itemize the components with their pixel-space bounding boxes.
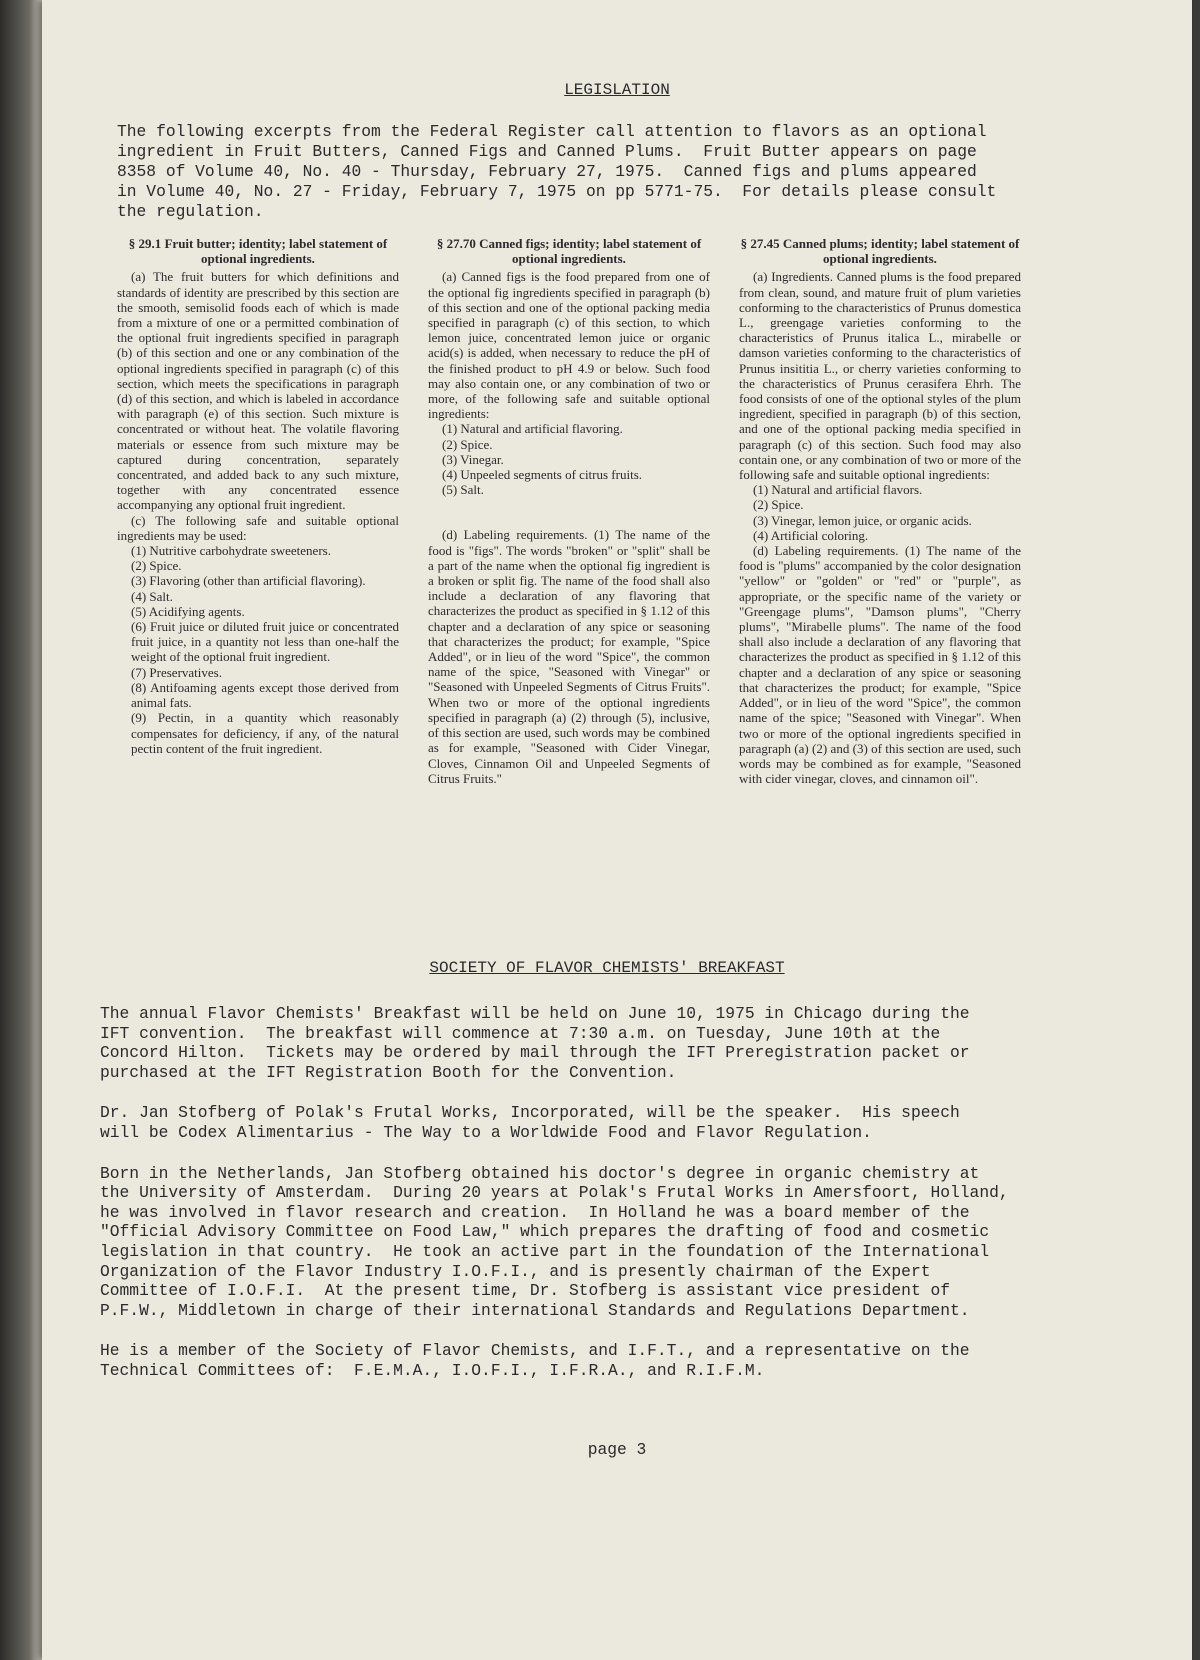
list-item: (6) Fruit juice or diluted fruit juice or concentrated fruit juice, in a quantity not less than one-half the weight of the optional fruit ingredient.	[131, 619, 399, 665]
text-line: He is a member of the Society of Flavor Chemists, and I.F.T., and a representative on the	[100, 1341, 970, 1361]
paragraph: (a) The fruit butters for which definitions and standards of identity are prescribed by this section are the smooth, semisolid foods each of which is made from a mixture of one or a permitted combination of the optional fruit ingredients specified in paragraph (b) of this section and one or any combination of the optional ingredients specified in paragraph (c) of this section, which meets the specifications in paragraph (d) of this section, and which is labeled in accordance with paragraph (e) of this section. Such mixture is concentrated or without heat. The volatile flavoring materials or essence from such mixture may be captured during concentration, separately concentrated, and added back to any such mixture, together with any concentrated essence accompanying any optional fruit ingredient.	[117, 269, 399, 513]
text-line: P.F.W., Middletown in charge of their international Standards and Regulations Department.	[100, 1300, 970, 1320]
list-item: (1) Natural and artificial flavors.	[753, 482, 923, 498]
paragraph: (d) Labeling requirements. (1) The name of the food is "figs". The words "broken" or "split" shall be a part of the name when the optional fig ingredient is a broken or split fig. The name of the food shall also include a declaration of any flavoring that characterizes the product as specified in § 1.12 of this chapter and a declaration of any spice or seasoning that characterizes the product; for example, "Spice Added", or in lieu of the word "Spice", the common name of the spice, "Seasoned with Vinegar" or "Seasoned with Unpeeled Segments of Citrus Fruits". When two or more of the optional ingredients specified in paragraph (a) (2) through (5), inclusive, of this section are used, such words may be combined as for example, "Seasoned with Cider Vinegar, Cloves, Cinnamon Oil and Unpeeled Segments of Citrus Fruits."	[428, 527, 710, 786]
text-line: "Official Advisory Committee on Food Law," which prepares the drafting of food and cosmetic	[100, 1222, 990, 1242]
list-item: (1) Nutritive carbohydrate sweeteners.	[131, 543, 331, 559]
paragraph: (c) The following safe and suitable optional ingredients may be used:	[117, 512, 399, 543]
list-item: (9) Pectin, in a quantity which reasonably compensates for deficiency, if any, of the natural pectin content of the fruit ingredient.	[131, 710, 399, 756]
list-item: (2) Spice.	[442, 436, 493, 452]
breakfast-paragraph	[100, 1164, 1009, 1321]
text-line: purchased at the IFT Registration Booth for the Convention.	[100, 1062, 677, 1082]
list-item: (1) Natural and artificial flavoring.	[442, 421, 623, 437]
breakfast-heading: SOCIETY OF FLAVOR CHEMISTS' BREAKFAST	[429, 959, 785, 977]
list-item: (5) Acidifying agents.	[131, 603, 245, 619]
text-line: he was involved in flavor research and creation. In Holland he was a board member of the	[100, 1202, 970, 1222]
text-line: IFT convention. The breakfast will commence at 7:30 a.m. on Tuesday, June 10th at the	[100, 1023, 941, 1043]
paragraph: (d) Labeling requirements. (1) The name of the food is "plums" accompanied by the color designation "yellow" or "golden" or "red" or "purple", as appropriate, or the specific name of the variety or "Greengage plums", "Damson plums", "Cherry plums", "Mirabelle plums". The name of the food shall also include a declaration of any flavoring that characterizes the product as specified in § 1.12 of this chapter and a declaration of any spice or seasoning that characterizes the product; for example, "Spice Added", or in lieu of the word "Spice", the common name of the spice; "Seasoned with Vinegar". When two or more of the optional ingredients specified in paragraph (a) (2) and (3) of this section are used, such words may be combined as for example, "Seasoned with cider vinegar, cloves, and cinnamon oil".	[739, 543, 1021, 787]
breakfast-body	[100, 1004, 1009, 1381]
list-item: (3) Flavoring (other than artificial flavoring).	[131, 573, 366, 589]
list-item: (5) Salt.	[442, 482, 484, 498]
text-line: Dr. Jan Stofberg of Polak's Frutal Works, Incorporated, will be the speaker. His speech	[100, 1103, 960, 1123]
breakfast-paragraph	[100, 1341, 1009, 1380]
document-page	[42, 0, 1192, 1660]
text-line: legislation in that country. He took an active part in the foundation of the International	[100, 1241, 990, 1261]
intro-line: in Volume 40, No. 27 - Friday, February 7, 1975 on pp 5771-75. For details please consult	[117, 182, 997, 201]
legislation-intro	[117, 122, 996, 222]
paragraph: (a) Ingredients. Canned plums is the food prepared from clean, sound, and mature fruit of plum varieties conforming to the characteristics of Prunus domestica L., greengage varieties conforming to the characteristics of Prunus italica L., mirabelle or damson varieties conforming to the characteristics of Prunus insititia L., or cherry varieties conforming to the characteristics of Prunus cerasifera Ehrh. The food consists of one of the optional styles of the plum ingredient, specified in paragraph (b) of this section, and one of the optional packing media specified in paragraph (c) of this section. Such food may also contain one, or any combination of two or more of the following safe and suitable optional ingredients:	[739, 269, 1021, 483]
text-line: Organization of the Flavor Industry I.O.F.I., and is presently chairman of the Expert	[100, 1261, 931, 1281]
column-fruit-butter	[117, 236, 399, 756]
section-title: § 27.70 Canned figs; identity; label statement of optional ingredients.	[436, 236, 702, 267]
list-item: (4) Salt.	[131, 588, 173, 604]
column-canned-plums	[739, 236, 1021, 786]
list-item: (4) Artificial coloring.	[753, 527, 869, 543]
text-line: will be Codex Alimentarius - The Way to a Worldwide Food and Flavor Regulation.	[100, 1122, 872, 1142]
breakfast-paragraph	[100, 1103, 1009, 1142]
legislation-heading: LEGISLATION	[564, 81, 670, 99]
column-canned-figs	[428, 236, 710, 786]
text-line: Concord Hilton. Tickets may be ordered by mail through the IFT Preregistration packet or	[100, 1043, 970, 1063]
intro-line: 8358 of Volume 40, No. 40 - Thursday, February 27, 1975. Canned figs and plums appeared	[117, 162, 977, 181]
intro-line: The following excerpts from the Federal Register call attention to flavors as an optional	[117, 122, 987, 141]
text-line: Committee of I.O.F.I. At the present time, Dr. Stofberg is assistant vice president of	[100, 1281, 951, 1301]
list-item: (7) Preservatives.	[131, 664, 222, 680]
list-item: (2) Spice.	[131, 558, 182, 574]
section-title: § 27.45 Canned plums; identity; label statement of optional ingredients.	[740, 236, 1020, 267]
list-item: (8) Antifoaming agents except those derived from animal fats.	[131, 679, 399, 711]
section-title: § 29.1 Fruit butter; identity; label statement of optional ingredients.	[128, 236, 388, 267]
breakfast-paragraph	[100, 1004, 1009, 1082]
binding-edge	[0, 0, 42, 1660]
list-item: (4) Unpeeled segments of citrus fruits.	[442, 467, 643, 483]
paragraph: (a) Canned figs is the food prepared from one of the optional fig ingredients specified in paragraph (b) of this section and one of the optional packing media specified in paragraph (c) of this section, to which lemon juice, concentrated lemon juice or organic acid(s) is added, when necessary to reduce the pH of the finished product to pH 4.9 or below. Such food may also contain one, or any combination of two or more, of the following safe and suitable optional ingredients:	[428, 269, 710, 422]
page-number: page 3	[587, 1440, 647, 1459]
text-line: The annual Flavor Chemists' Breakfast will be held on June 10, 1975 in Chicago during the	[100, 1004, 970, 1023]
text-line: the University of Amsterdam. During 20 years at Polak's Frutal Works in Amersfoort, Holland,	[100, 1183, 1009, 1203]
list-item: (3) Vinegar.	[442, 451, 504, 467]
list-item: (3) Vinegar, lemon juice, or organic acids.	[753, 512, 972, 528]
intro-line: the regulation.	[117, 202, 264, 221]
intro-line: ingredient in Fruit Butters, Canned Figs and Canned Plums. Fruit Butter appears on page	[117, 142, 977, 161]
text-line: Technical Committees of: F.E.M.A., I.O.F.I., I.F.R.A., and R.I.F.M.	[100, 1360, 765, 1380]
text-line: Born in the Netherlands, Jan Stofberg obtained his doctor's degree in organic chemistry at	[100, 1163, 980, 1183]
list-item: (2) Spice.	[753, 497, 804, 513]
